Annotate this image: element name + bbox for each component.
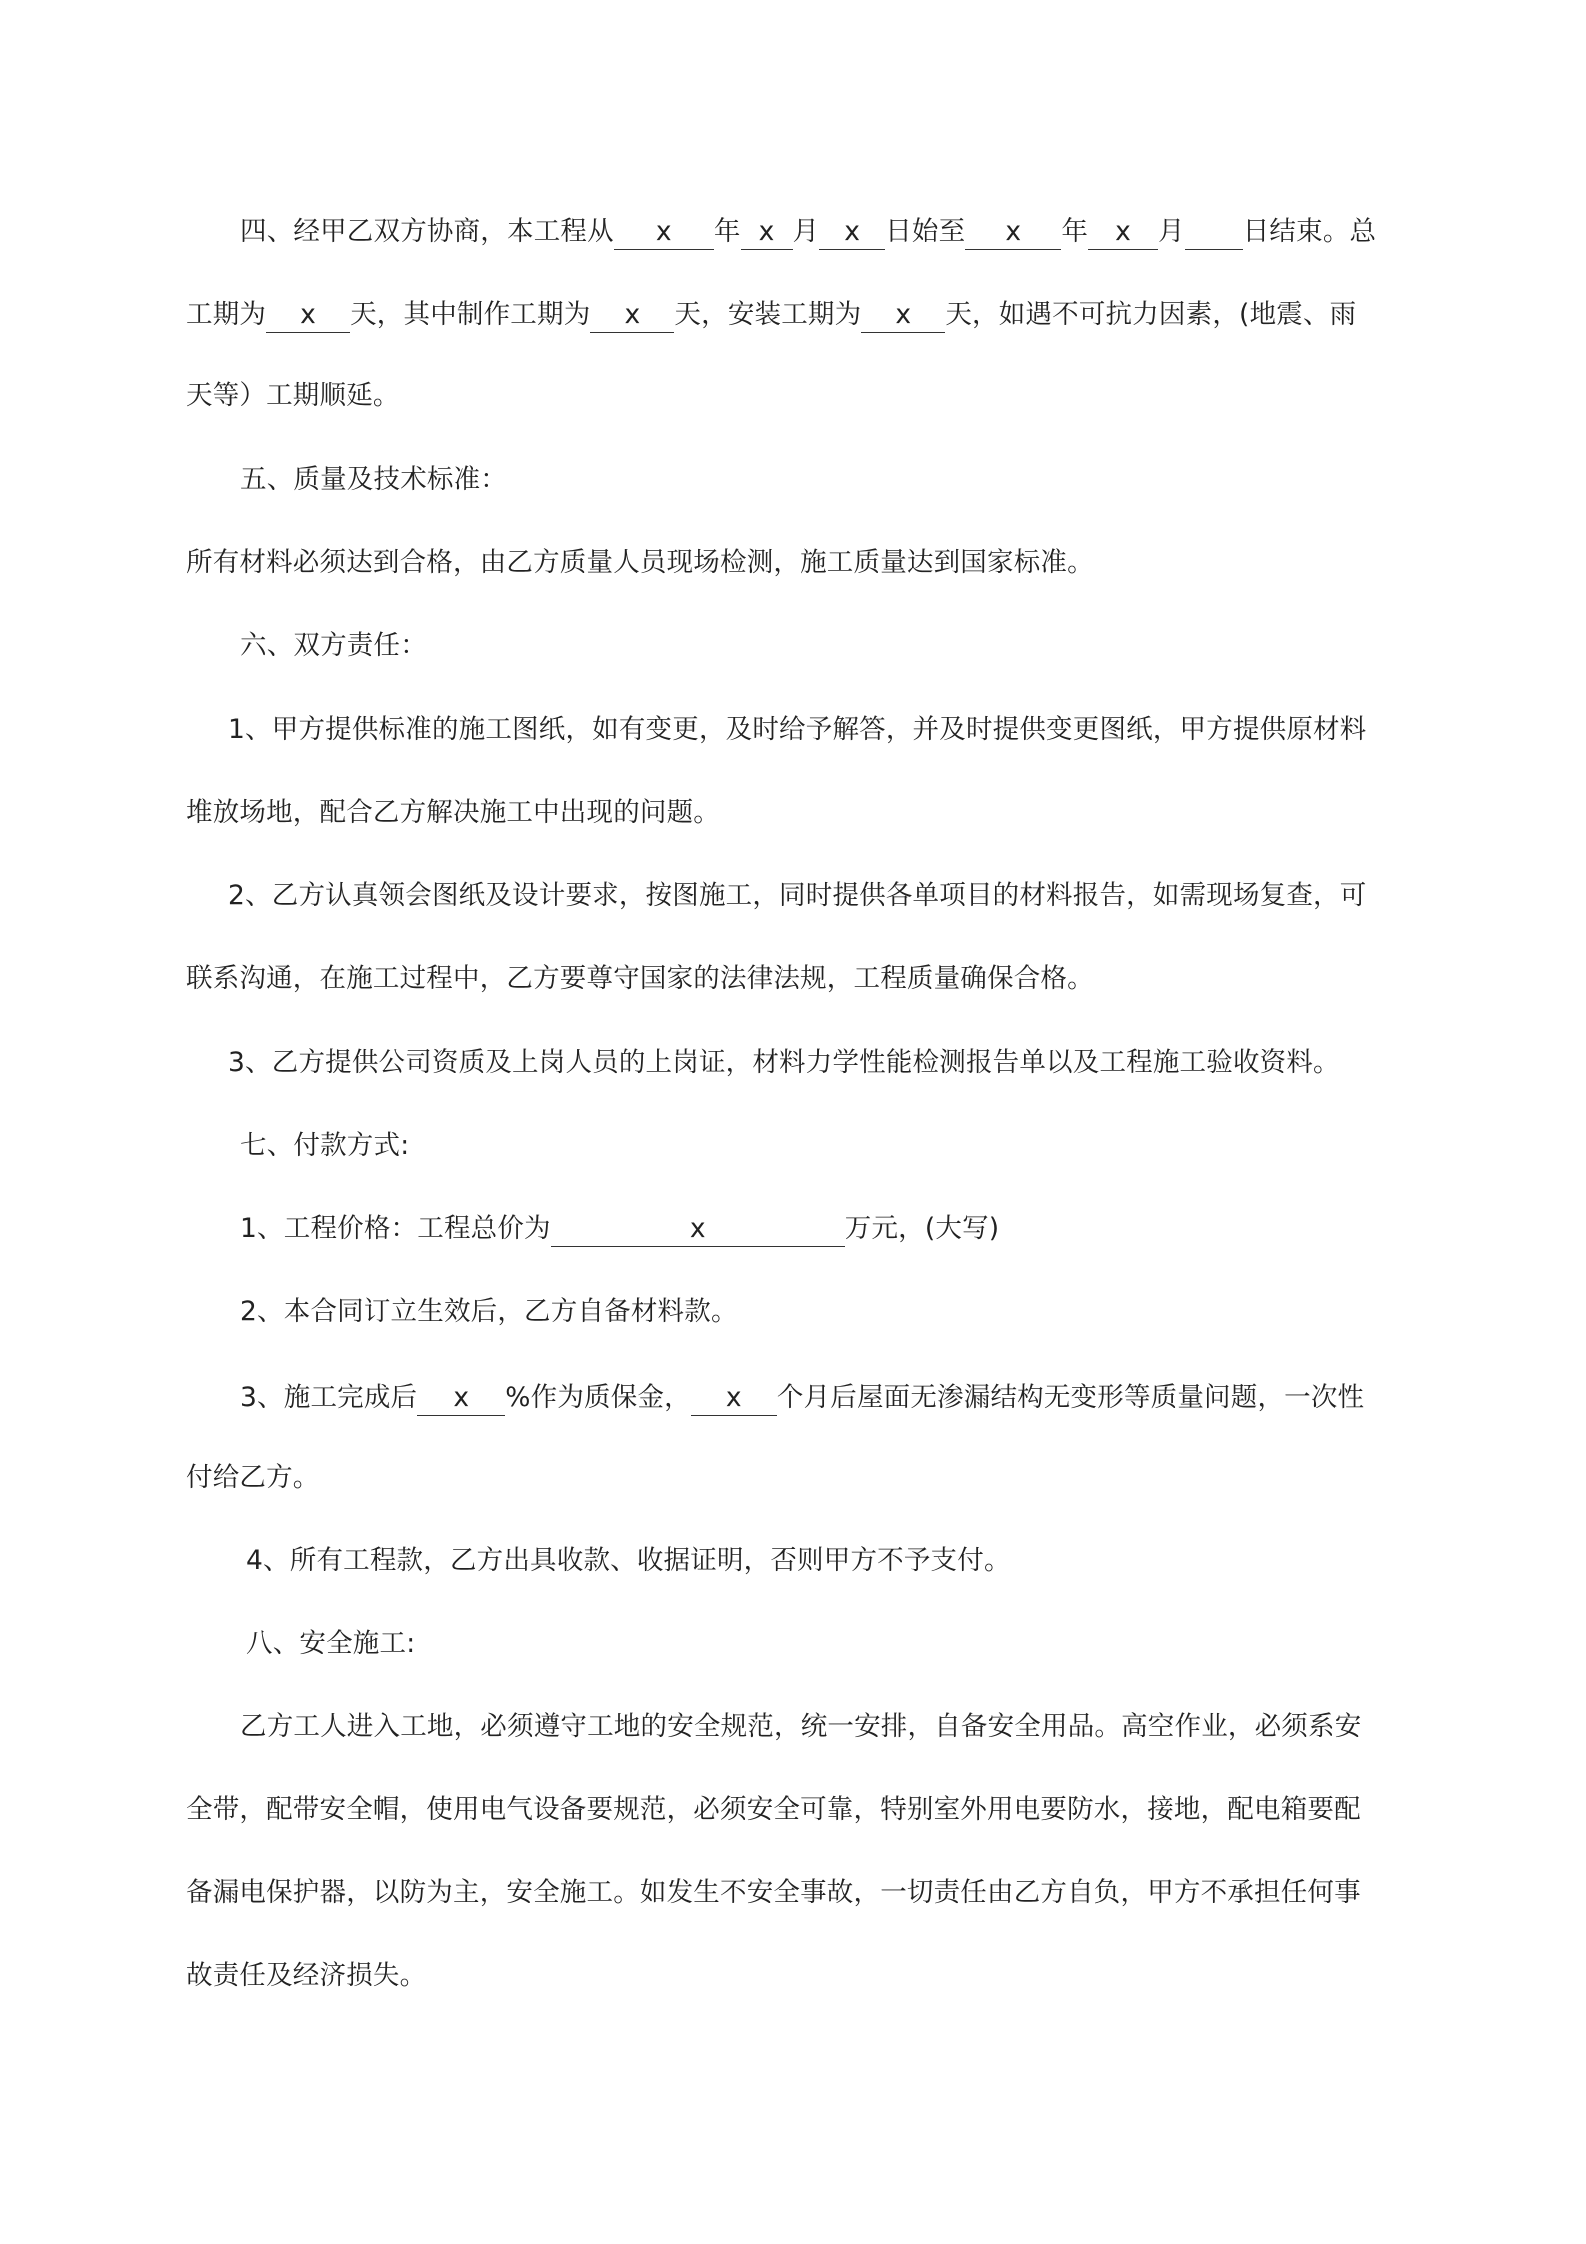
clause-8-line-2: 全带，配带安全帽，使用电气设备要规范，必须安全可靠，特别室外用电要防水，接地，配电箱要配 bbox=[186, 1794, 1361, 1825]
start-day-blank: x bbox=[819, 217, 885, 250]
clause-4-text: 天，其中制作工期为 bbox=[350, 299, 591, 330]
clause-4-text: 月 bbox=[1158, 216, 1185, 247]
clause-8-line-3: 备漏电保护器，以防为主，安全施工。如发生不安全事故，一切责任由乙方自负，甲方不承担任何事 bbox=[186, 1877, 1361, 1908]
clause-7-3-line-1 bbox=[240, 1380, 1470, 1416]
clause-4-text: 年 bbox=[1061, 216, 1089, 247]
start-year-blank: x bbox=[614, 217, 714, 250]
clause-7-1-text: 万元，(大写) bbox=[844, 1213, 1000, 1244]
clause-7-1-text: 1、工程价格：工程总价为 bbox=[240, 1213, 551, 1244]
clause-4-text: 日结束。总 bbox=[1242, 216, 1377, 247]
end-day-blank bbox=[1185, 217, 1243, 250]
clause-6-3: 3、乙方提供公司资质及上岗人员的上岗证，材料力学性能检测报告单以及工程施工验收资料。 bbox=[228, 1047, 1340, 1078]
clause-4-text: 天，安装工期为 bbox=[674, 299, 862, 330]
clause-4-text: 日始至 bbox=[885, 216, 966, 247]
start-month-blank: x bbox=[741, 217, 793, 250]
clause-6-1-line-2: 堆放场地，配合乙方解决施工中出现的问题。 bbox=[186, 797, 720, 828]
clause-4-text: 四、经甲乙双方协商，本工程从 bbox=[240, 216, 614, 247]
end-month-blank: x bbox=[1088, 217, 1158, 250]
clause-5-heading: 五、质量及技术标准： bbox=[240, 464, 507, 495]
clause-4-text: 天，如遇不可抗力因素，(地震、雨 bbox=[945, 299, 1357, 330]
total-days-blank: x bbox=[266, 300, 350, 333]
clause-8-line-1: 乙方工人进入工地，必须遵守工地的安全规范，统一安排，自备安全用品。高空作业，必须系安 bbox=[240, 1711, 1362, 1742]
clause-7-3-line-2: 付给乙方。 bbox=[186, 1462, 320, 1493]
clause-4-text: 月 bbox=[792, 216, 820, 247]
clause-4-text: 工期为 bbox=[186, 299, 267, 330]
clause-7-heading: 七、付款方式: bbox=[240, 1130, 410, 1161]
clause-8-heading: 八、安全施工: bbox=[246, 1628, 416, 1659]
production-days-blank: x bbox=[590, 300, 674, 333]
retention-months-blank: x bbox=[691, 1383, 777, 1416]
end-year-blank: x bbox=[965, 217, 1061, 250]
clause-7-4: 4、所有工程款，乙方出具收款、收据证明，否则甲方不予支付。 bbox=[246, 1545, 1011, 1576]
clause-8-line-4: 故责任及经济损失。 bbox=[186, 1960, 427, 1991]
clause-4-text: 年 bbox=[713, 216, 741, 247]
clause-5-body: 所有材料必须达到合格，由乙方质量人员现场检测，施工质量达到国家标准。 bbox=[186, 547, 1094, 578]
retention-percent-blank: x bbox=[417, 1383, 505, 1416]
clause-6-heading: 六、双方责任： bbox=[240, 630, 427, 661]
clause-4-line-3: 天等）工期顺延。 bbox=[186, 380, 400, 411]
clause-7-2: 2、本合同订立生效后，乙方自备材料款。 bbox=[240, 1296, 738, 1327]
clause-6-2-line-1: 2、乙方认真领会图纸及设计要求，按图施工，同时提供各单项目的材料报告，如需现场复查，可 bbox=[228, 880, 1367, 911]
clause-6-2-line-2: 联系沟通，在施工过程中，乙方要尊守国家的法律法规，工程质量确保合格。 bbox=[186, 963, 1094, 994]
total-price-blank: x bbox=[551, 1214, 845, 1247]
installation-days-blank: x bbox=[861, 300, 945, 333]
clause-7-1 bbox=[240, 1211, 1470, 1247]
clause-4-line-1 bbox=[240, 214, 1420, 250]
clause-7-3-text: 3、施工完成后 bbox=[240, 1382, 418, 1413]
clause-4-line-2 bbox=[186, 297, 1416, 333]
clause-7-3-text: 个月后屋面无渗漏结构无变形等质量问题，一次性 bbox=[776, 1382, 1365, 1413]
clause-6-1-line-1: 1、甲方提供标准的施工图纸，如有变更，及时给予解答，并及时提供变更图纸，甲方提供原材料 bbox=[228, 714, 1367, 745]
clause-7-3-text: %作为质保金， bbox=[505, 1382, 691, 1413]
